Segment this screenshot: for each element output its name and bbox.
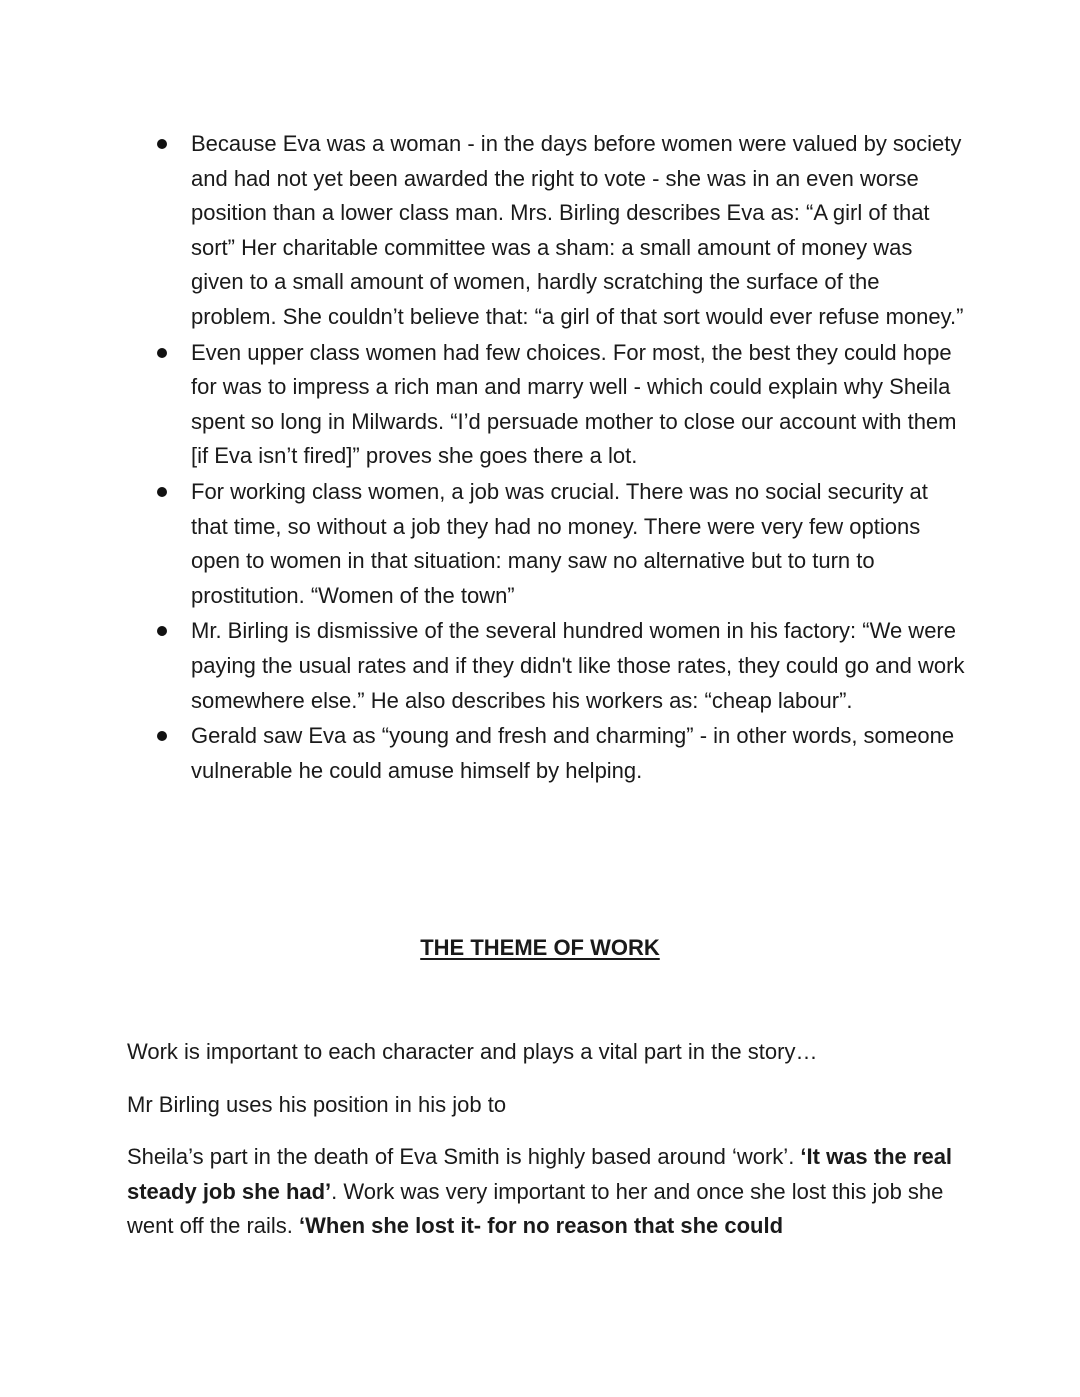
bullet-text: Mr. Birling is dismissive of the several hundred women in his factory: “We were paying the usual rates and if they didn't like those rates, they could go and work somewhere else.” He also describes his workers as: “cheap labour”. — [191, 618, 965, 713]
section-heading-text: THE THEME OF WORK — [420, 935, 660, 960]
paragraph-birling: Mr Birling uses his position in his job to — [127, 1092, 507, 1117]
bullet-text: Even upper class women had few choices. For most, the best they could hope for was to impress a rich man and marry well - which could explain why Sheila spent so long in Milwards. “I’d persuade mother to close our account with them [if Eva isn’t fired]” proves she goes there a lot. — [191, 339, 957, 469]
section-heading — [0, 933, 1080, 963]
bullet-dot — [157, 487, 167, 497]
bullet-item — [0, 336, 1080, 474]
quote-bold: ‘When she lost it- for no reason that she could — [299, 1213, 784, 1239]
bullet-text: For working class women, a job was crucial. There was no social security at that time, so without a job they had no money. There were very few options open to women in that situation: many saw no alternative but to turn to prostitution. “Women of the town” — [191, 478, 928, 608]
paragraph-text: . Work was very important to her and once she lost this job she went off the rails. — [127, 1178, 944, 1239]
bullet-dot — [157, 348, 167, 358]
bullet-dot — [157, 731, 167, 741]
bullet-text: Because Eva was a woman - in the days before women were valued by society and had not yet been awarded the right to vote - she was in an even worse position than a lower class man. Mrs. Birling describes Eva as: “A girl of that sort” Her charitable committee was a sham: a small amount of money was given to a small amount of women, hardly scratching the surface of the problem. She couldn’t believe that: “a girl of that sort would ever refuse money.” — [191, 131, 964, 329]
bullet-item — [0, 475, 1080, 613]
paragraph-sheila — [127, 1140, 957, 1244]
paragraph-text: Sheila’s part in the death of Eva Smith is highly based around ‘work’. — [127, 1144, 801, 1169]
bullet-dot — [157, 139, 167, 149]
bullet-item — [0, 719, 1080, 788]
bullet-text: Gerald saw Eva as “young and fresh and charming” - in other words, someone vulnerable he could amuse himself by helping. — [191, 723, 955, 783]
bullet-item — [0, 127, 1080, 335]
bullet-dot — [157, 626, 167, 636]
bullet-item — [0, 614, 1080, 718]
bullet-list — [0, 127, 1080, 788]
quote-bold: ‘It was the real steady job she had’ — [127, 1144, 953, 1204]
paragraph-intro: Work is important to each character and plays a vital part in the story… — [127, 1039, 818, 1064]
